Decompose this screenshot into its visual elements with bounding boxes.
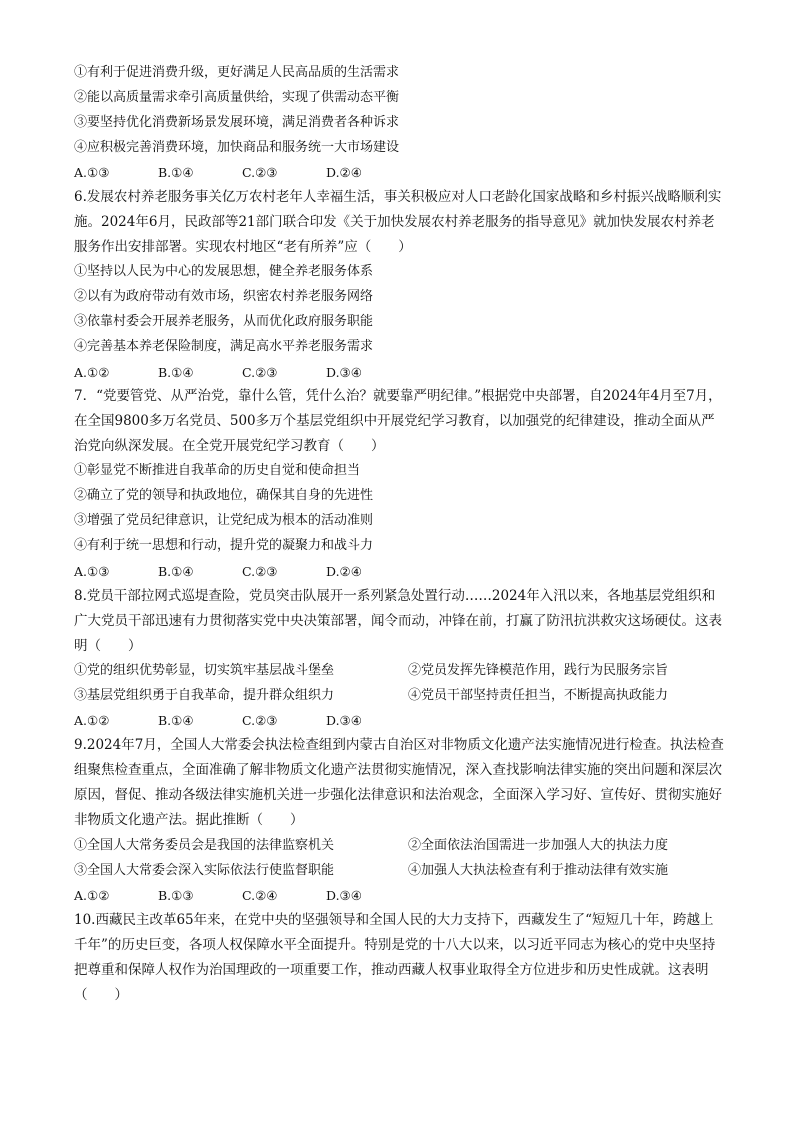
q8-statement-3: ③基层党组织勇于自我革命，提升群众组织力 — [74, 688, 335, 703]
q7-statement-2: ②确立了党的领导和执政地位，确保其自身的先进性 — [74, 488, 374, 503]
q5-options — [74, 164, 410, 182]
q8-options — [74, 712, 410, 730]
q7-options — [74, 563, 410, 581]
q7-option-a[interactable]: A.①③ — [74, 564, 110, 579]
q6-option-d[interactable]: D.③④ — [326, 365, 362, 380]
q8-option-d[interactable]: D.③④ — [326, 713, 362, 728]
q9-option-c[interactable]: C.②④ — [242, 888, 278, 903]
q9-stem: 9.2024年7月，全国人大常委会执法检查组到内蒙古自治区对非物质文化遗产法实施情况进行检查。执法检查组聚焦检查重点，全面准确了解非物质文化遗产法贯彻实施情况，深入查找影响法律实施的突出问题和深层次原因，督促、推动各级法律实施机关进一步强化法律意识和法治观念，全面深入学习好、宣传好、贯彻实施好非物质文化遗产法。据此推断（ ） — [74, 737, 724, 828]
q5-statement-4: ④应积极完善消费环境，加快商品和服务统一大市场建设 — [74, 140, 400, 155]
q5-statement-3: ③要坚持优化消费新场景发展环境，满足消费者各种诉求 — [74, 115, 400, 130]
q9-statement-2: ②全面依法治国需进一步加强人大的执法力度 — [408, 838, 669, 853]
q5-option-d[interactable]: D.②④ — [326, 165, 362, 180]
q6-statement-2: ②以有为政府带动有效市场，织密农村养老服务网络 — [74, 289, 374, 304]
q10-stem: 10.西藏民主改革65年来，在党中央的坚强领导和全国人民的大力支持下，西藏发生了“短短几十年，跨越上千年”的历史巨变，各项人权保障水平全面提升。特别是党的十八大以来，以习近平同志为核心的党中央坚持把尊重和保障人权作为治国理政的一项重要工作，推动西藏人权事业取得全方位进步和历史性成就。这表明（ ） — [74, 912, 716, 1003]
q9-option-a[interactable]: A.①② — [74, 888, 110, 903]
q5-option-a[interactable]: A.①③ — [74, 165, 110, 180]
q5-statement-2: ②能以高质量需求牵引高质量供给，实现了供需动态平衡 — [74, 90, 400, 105]
q8-option-a[interactable]: A.①② — [74, 713, 110, 728]
q8-option-c[interactable]: C.②③ — [242, 713, 278, 728]
q6-statement-3: ③依靠村委会开展养老服务，从而优化政府服务职能 — [74, 314, 374, 329]
q9-statement-4: ④加强人大执法检查有利于推动法律有效实施 — [408, 863, 669, 878]
q5-option-c[interactable]: C.②③ — [242, 165, 278, 180]
q9-statement-1: ①全国人大常务委员会是我国的法律监察机关 — [74, 838, 335, 853]
q7-option-b[interactable]: B.①④ — [158, 564, 194, 579]
q9-option-b[interactable]: B.①③ — [158, 888, 194, 903]
q8-option-b[interactable]: B.①④ — [158, 713, 194, 728]
q8-statement-1: ①党的组织优势彰显，切实筑牢基层战斗堡垒 — [74, 663, 335, 678]
q6-statement-4: ④完善基本养老保险制度，满足高水平养老服务需求 — [74, 339, 374, 354]
q8-stem: 8.党员干部拉网式巡堤查险，党员突击队展开一系列紧急处置行动……2024年入汛以来，各地基层党组织和广大党员干部迅速有力贯彻落实党中央决策部署，闻令而动，冲锋在前，打赢了防汛抗洪救灾这场硬仗。这表明（ ） — [74, 588, 722, 654]
q7-option-c[interactable]: C.②③ — [242, 564, 278, 579]
q7-statement-4: ④有利于统一思想和行动，提升党的凝聚力和战斗力 — [74, 538, 374, 553]
q6-options — [74, 364, 410, 382]
q6-stem: 6.发展农村养老服务事关亿万农村老年人幸福生活，事关积极应对人口老龄化国家战略和乡村振兴战略顺利实施。2024年6月，民政部等21部门联合印发《关于加快发展农村养老服务的指导意见》就加快发展农村养老服务作出安排部署。实现农村地区“老有所养”应（ ） — [74, 189, 722, 255]
q6-option-a[interactable]: A.①② — [74, 365, 110, 380]
q6-option-c[interactable]: C.②③ — [242, 365, 278, 380]
q6-option-b[interactable]: B.①④ — [158, 365, 194, 380]
q8-statement-2: ②党员发挥先锋模范作用，践行为民服务宗旨 — [408, 663, 669, 678]
q5-statement-1: ①有利于促进消费升级，更好满足人民高品质的生活需求 — [74, 65, 400, 80]
q6-statement-1: ①坚持以人民为中心的发展思想，健全养老服务体系 — [74, 264, 374, 279]
q7-statement-1: ①彰显党不断推进自我革命的历史自觉和使命担当 — [74, 463, 361, 478]
q7-statement-3: ③增强了党员纪律意识，让党纪成为根本的活动准则 — [74, 513, 374, 528]
q5-option-b[interactable]: B.①④ — [158, 165, 194, 180]
q7-option-d[interactable]: D.②④ — [326, 564, 362, 579]
q9-option-d[interactable]: D.③④ — [326, 888, 362, 903]
q8-statement-4: ④党员干部坚持责任担当，不断提高执政能力 — [408, 688, 669, 703]
q9-options — [74, 887, 410, 905]
q7-stem: 7．“党要管党、从严治党，靠什么管，凭什么治？就要靠严明纪律。”根据党中央部署，自2024年4月至7月，在全国9800多万名党员、500多万个基层党组织中开展党纪学习教育，以加强党的纪律建设，推动全面从严治党向纵深发展。在全党开展党纪学习教育（ ） — [74, 388, 722, 454]
q9-statement-3: ③全国人大常委会深入实际依法行使监督职能 — [74, 863, 335, 878]
